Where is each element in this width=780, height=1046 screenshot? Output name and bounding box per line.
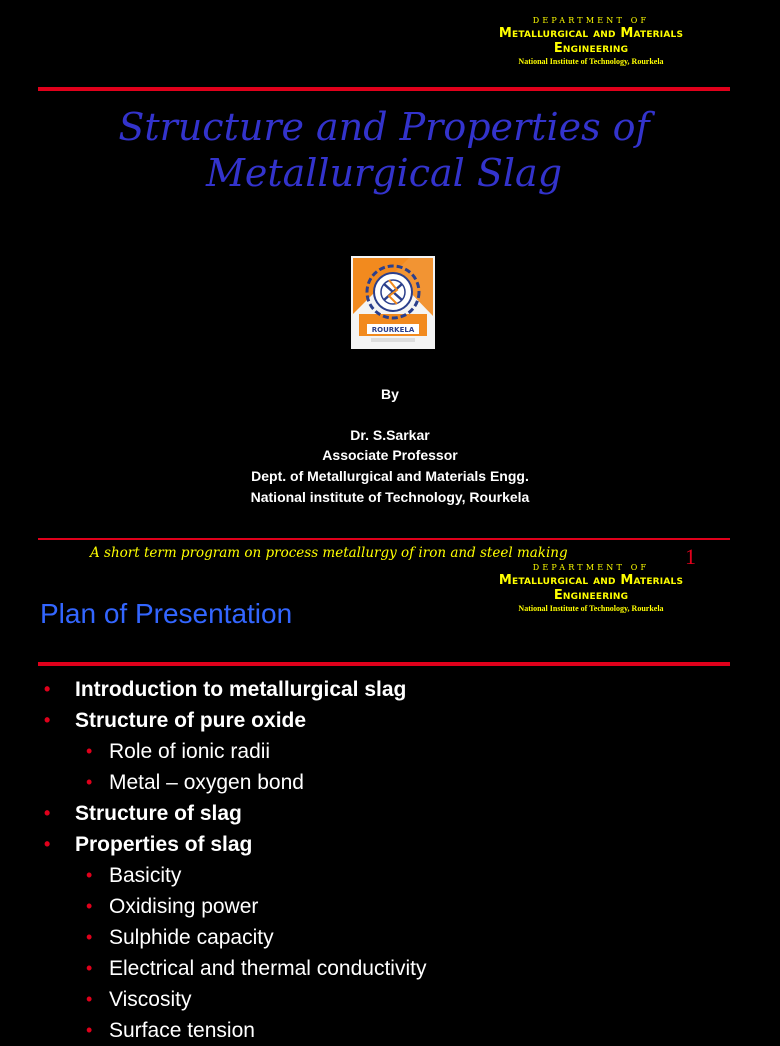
author-designation: Associate Professor (322, 447, 458, 463)
bullet-dot-icon: • (86, 927, 93, 947)
bullet-text: Introduction to metallurgical slag (75, 678, 407, 701)
slide-title-line2: Metallurgical Slag (205, 151, 563, 195)
department-header-name-line2: Engineering (553, 588, 629, 603)
slide-number: 1 (685, 544, 696, 569)
department-header-name-line2: Engineering (553, 41, 629, 56)
department-header (441, 16, 741, 68)
bullet-text: Role of ionic radii (109, 740, 271, 763)
department-header-name-line1: Metallurgical and Materials (498, 26, 684, 41)
author-name: Dr. S.Sarkar (350, 427, 430, 443)
sub-bullet-item (0, 953, 768, 984)
bullet-dot-icon: • (44, 834, 51, 854)
slide-2 (0, 563, 768, 1042)
sub-bullet-item (0, 860, 768, 891)
slide-title-line1: Structure and Properties of (118, 105, 650, 149)
plan-title: Plan of Presentation (40, 598, 293, 629)
bullet-text: Structure of slag (75, 802, 242, 825)
bullet-text: Metal – oxygen bond (109, 771, 304, 794)
bullet-text: Properties of slag (75, 833, 253, 856)
bullet-item (0, 705, 768, 736)
author-institute: National institute of Technology, Rourkela (250, 489, 530, 505)
logo-label: ROURKELA (371, 326, 415, 334)
bullet-text: Oxidising power (109, 895, 259, 918)
bullet-dot-icon: • (86, 1020, 93, 1040)
footer-text: A short term program on process metallurgy of iron and steel making (90, 545, 568, 561)
bullet-text: Electrical and thermal conductivity (109, 957, 427, 980)
bullet-dot-icon: • (86, 989, 93, 1009)
bullet-item (0, 674, 768, 705)
slide-title (0, 104, 768, 196)
bullet-dot-icon: • (44, 710, 51, 730)
bullet-text: Surface tension (109, 1019, 255, 1042)
bullet-text: Viscosity (109, 988, 192, 1011)
sub-bullet-item (0, 984, 768, 1015)
department-header-institute: National Institute of Technology, Rourkela (518, 57, 664, 66)
bullet-text: Structure of pure oxide (75, 709, 307, 732)
department-header-name-line1: Metallurgical and Materials (498, 573, 684, 588)
sub-bullet-item (0, 922, 768, 953)
nit-rourkela-logo-icon (351, 256, 435, 349)
bullet-dot-icon: • (86, 896, 93, 916)
department-header-institute: National Institute of Technology, Rourkela (518, 604, 664, 613)
bullet-dot-icon: • (86, 772, 93, 792)
sub-bullet-item (0, 767, 768, 798)
bullet-text: Sulphide capacity (109, 926, 274, 949)
sub-bullet-item (0, 736, 768, 767)
sub-bullet-item (0, 1015, 768, 1046)
header-divider (38, 87, 730, 91)
department-header-super: DEPARTMENT OF (532, 563, 650, 572)
bullet-dot-icon: • (44, 679, 51, 699)
author-department: Dept. of Metallurgical and Materials Engg. (251, 468, 529, 484)
bullet-item (0, 798, 768, 829)
bullet-dot-icon: • (86, 865, 93, 885)
plan-bullet-list (0, 674, 768, 1046)
sub-bullet-item (0, 891, 768, 922)
bullet-item (0, 829, 768, 860)
bullet-dot-icon: • (86, 741, 93, 761)
bullet-text: Basicity (109, 864, 182, 887)
plan-divider (38, 662, 730, 666)
byline-by: By (381, 386, 399, 402)
bullet-dot-icon: • (44, 803, 51, 823)
footer-divider (38, 538, 730, 540)
bullet-dot-icon: • (86, 958, 93, 978)
department-header-2 (441, 563, 741, 615)
department-header-super: DEPARTMENT OF (532, 16, 650, 25)
